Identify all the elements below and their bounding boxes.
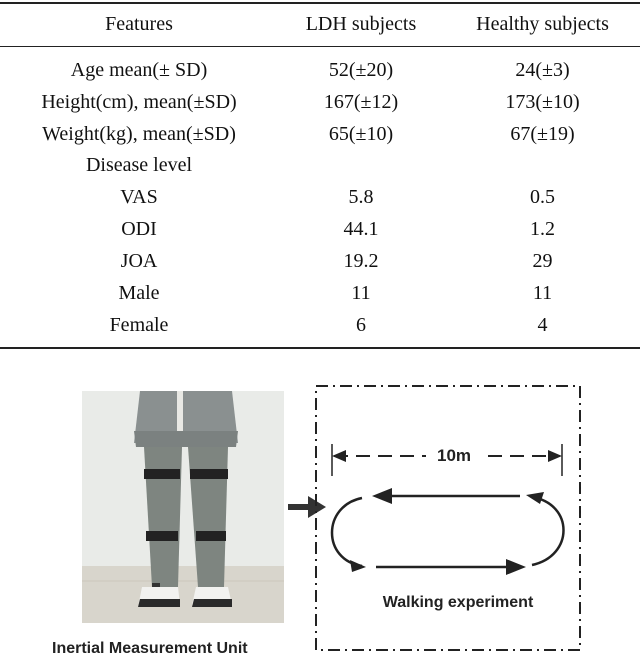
row-disease-level-label: Disease level xyxy=(85,154,193,176)
imu-strap-shank-left xyxy=(146,531,178,541)
row-height-healthy: 173(±10) xyxy=(505,91,580,113)
row-odi-label: ODI xyxy=(121,218,157,240)
row-odi-healthy: 1.2 xyxy=(530,218,555,240)
row-female-label: Female xyxy=(109,314,169,336)
row-age-ldh: 52(±20) xyxy=(328,59,394,81)
header-features: Features xyxy=(105,13,173,35)
row-male-ldh: 11 xyxy=(351,282,371,304)
row-weight-label: Weight(kg), mean(±SD) xyxy=(42,123,236,145)
imu-caption: Inertial Measurement Unit xyxy=(52,640,248,657)
row-height-ldh: 167(±12) xyxy=(323,91,399,113)
row-joa-ldh: 19.2 xyxy=(343,250,379,272)
row-male-label: Male xyxy=(118,282,160,304)
imu-strap-thigh-left xyxy=(144,469,180,479)
row-vas-ldh: 5.8 xyxy=(348,186,374,208)
row-female-healthy: 4 xyxy=(537,314,548,336)
table-header-rule xyxy=(0,46,640,47)
table-top-rule xyxy=(0,2,640,4)
row-weight-ldh: 65(±10) xyxy=(328,123,394,145)
header-healthy: Healthy subjects xyxy=(476,13,609,35)
distance-label: 10m xyxy=(436,446,472,465)
header-ldh: LDH subjects xyxy=(305,13,417,35)
row-joa-label: JOA xyxy=(120,250,158,272)
row-age-healthy: 24(±3) xyxy=(515,59,570,81)
row-weight-healthy: 67(±19) xyxy=(510,123,575,145)
row-vas-label: VAS xyxy=(120,186,158,208)
imu-subject-photo xyxy=(82,391,284,623)
imu-strap-shank-right xyxy=(196,531,226,541)
walking-experiment-diagram xyxy=(312,384,584,654)
table-bottom-rule xyxy=(0,347,640,349)
walking-caption: Walking experiment xyxy=(382,594,534,611)
imu-strap-thigh-right xyxy=(190,469,228,479)
row-age-label: Age mean(± SD) xyxy=(70,59,208,81)
row-female-ldh: 6 xyxy=(356,314,366,336)
row-height-label: Height(cm), mean(±SD) xyxy=(41,91,237,113)
row-male-healthy: 11 xyxy=(532,282,553,304)
row-odi-ldh: 44.1 xyxy=(343,218,379,240)
row-joa-healthy: 29 xyxy=(532,250,553,272)
row-vas-healthy: 0.5 xyxy=(530,186,555,208)
